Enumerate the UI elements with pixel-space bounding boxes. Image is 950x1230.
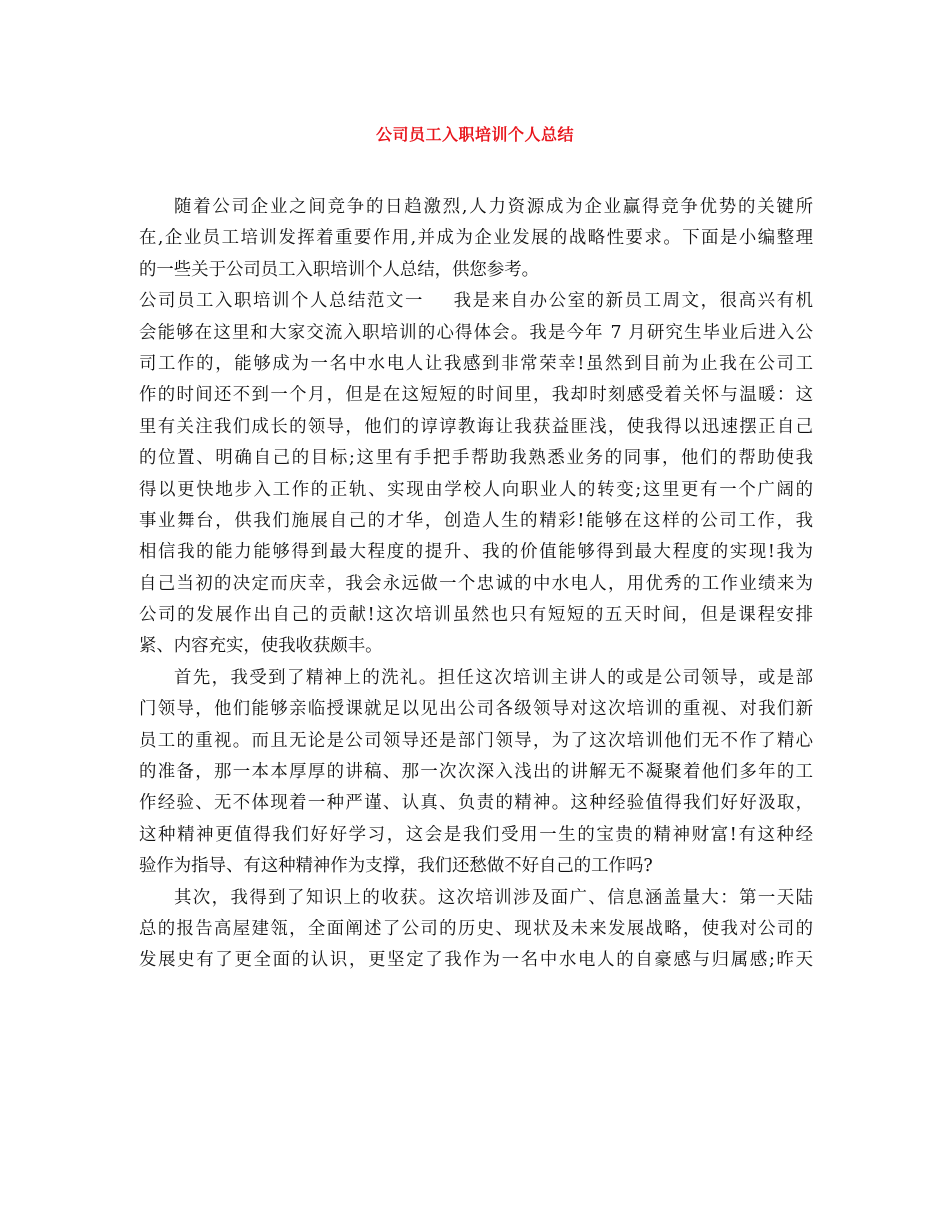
text-line: 得以更快地步入工作的正轨、实现由学校人向职业人的转变;这里更有一个广阔的 [139,479,813,500]
text-line: 事业舞台，供我们施展自己的才华，创造人生的精彩!能够在这样的公司工作，我 [139,510,813,531]
text-line: 作经验、无不体现着一种严谨、认真、负责的精神。这种经验值得我们好好汲取， [139,793,813,814]
text-line: 总的报告高屋建瓴，全面阐述了公司的历史、现状及未来发展战略，使我对公司的 [139,918,813,939]
text-line: 的一些关于公司员工入职培训个人总结，供您参考。 [139,259,539,280]
text-line: 紧、内容充实，使我收获颇丰。 [139,636,383,657]
text-line: 的位置、明确自己的目标;这里有手把手帮助我熟悉业务的同事，他们的帮助使我 [139,448,813,469]
document-body [139,192,813,977]
text-line: 在,企业员工培训发挥着重要作用,并成为企业发展的战略性要求。下面是小编整理 [139,228,813,249]
text-line: 随着公司企业之间竞争的日趋激烈,人力资源成为企业赢得竞争优势的关键所 [174,197,813,217]
text-line: 里有关注我们成长的领导，他们的谆谆教诲让我获益匪浅，使我得以迅速摆正自己 [139,416,813,437]
text-line: 验作为指导、有这种精神作为支撑，我们还愁做不好自己的工作吗? [139,856,653,877]
text-line: 发展史有了更全面的认识，更坚定了我作为一名中水电人的自豪感与归属感;昨天 [139,950,813,971]
document-title: 公司员工入职培训个人总结 [375,125,574,144]
text-line: 司工作的，能够成为一名中水电人让我感到非常荣幸!虽然到目前为止我在公司工 [139,353,813,374]
text-line: 这种精神更值得我们好好学习，这会是我们受用一生的宝贵的精神财富!有这种经 [139,824,813,845]
sample-heading: 公司员工入职培训个人总结范文一 [139,291,424,312]
text-line: 门领导，他们能够亲临授课就足以见出公司各级领导对这次培训的重视、对我们新 [139,699,813,720]
text-line: 其次，我得到了知识上的收获。这次培训涉及面广、信息涵盖量大：第一天陆 [174,887,813,908]
text-line: 相信我的能力能够得到最大程度的提升、我的价值能够得到最大程度的实现!我为 [139,542,813,563]
text-line: 首先，我受到了精神上的洗礼。担任这次培训主讲人的或是公司领导，或是部 [174,667,813,688]
text-line: 自己当初的决定而庆幸，我会永远做一个忠诚的中水电人，用优秀的工作业绩来为 [139,573,813,594]
text-line-tail: 我是来自办公室的新员工周文，很高兴有机 [452,291,813,312]
text-line: 的准备，那一本本厚厚的讲稿、那一次次深入浅出的讲解无不凝聚着他们多年的工 [139,762,813,783]
text-line-heading-row [139,286,813,317]
text-line: 作的时间还不到一个月，但是在这短短的时间里，我却时刻感受着关怀与温暖：这 [139,385,813,406]
text-line: 公司的发展作出自己的贡献!这次培训虽然也只有短短的五天时间，但是课程安排 [139,605,813,626]
text-line: 员工的重视。而且无论是公司领导还是部门领导，为了这次培训他们无不作了精心 [139,730,813,751]
text-line: 会能够在这里和大家交流入职培训的心得体会。我是今年 7 月研究生毕业后进入公 [139,322,813,343]
